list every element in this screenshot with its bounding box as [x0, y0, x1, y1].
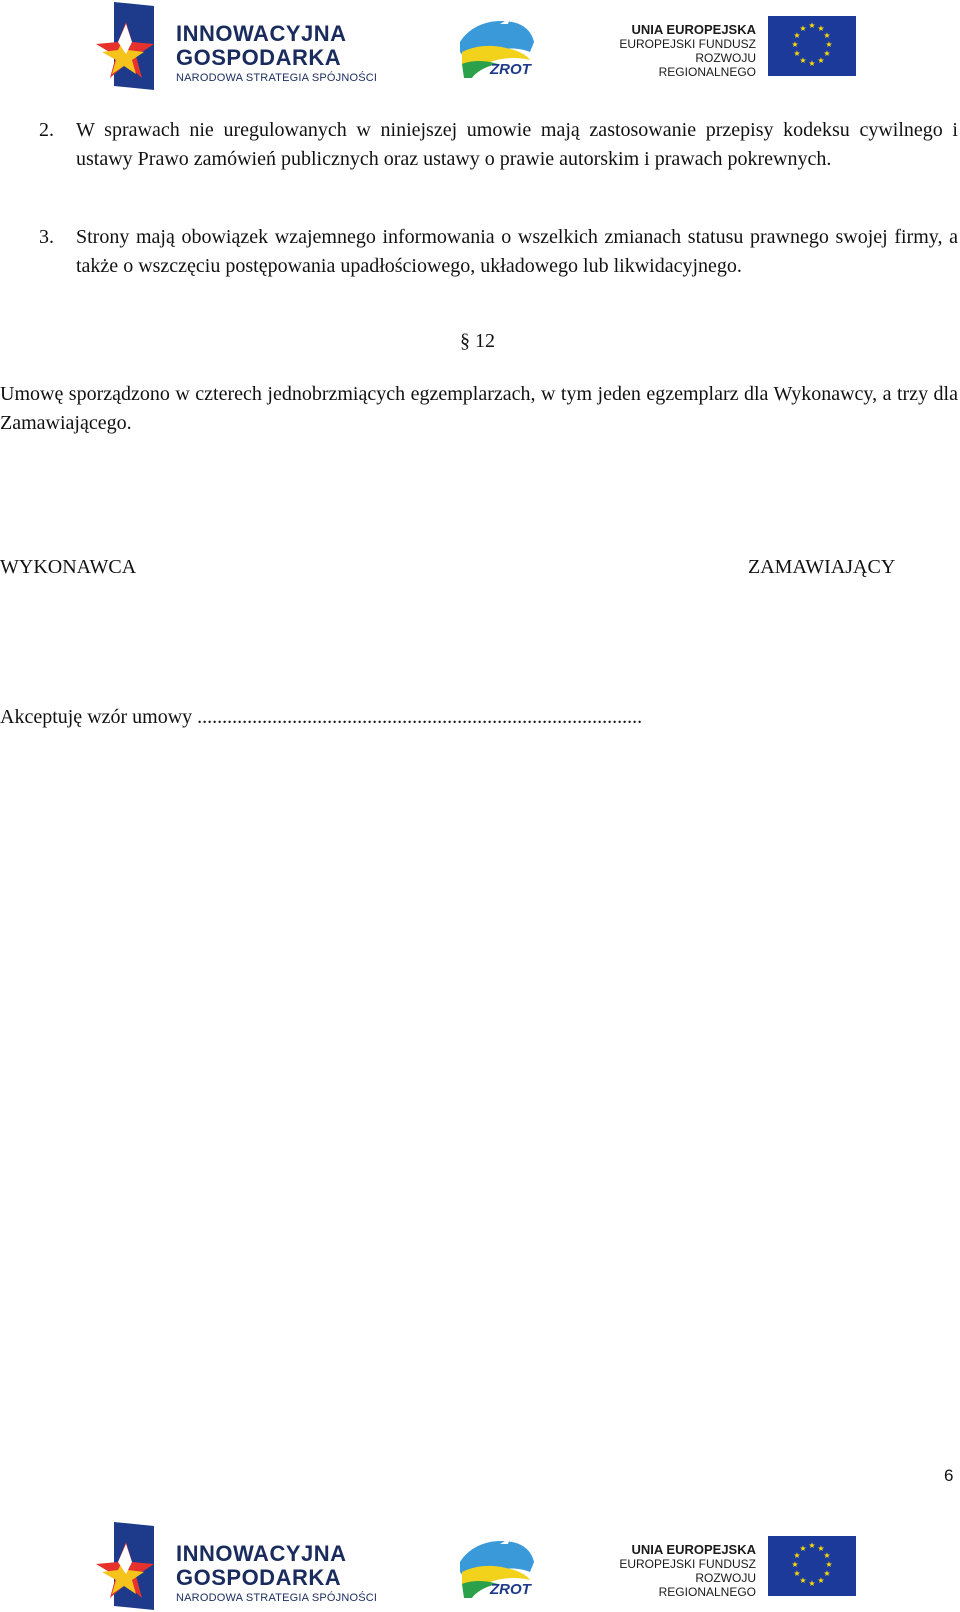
logo-line-2: GOSPODARKA	[176, 45, 342, 70]
eu-fund-label	[596, 22, 756, 79]
svg-text:★: ★	[808, 1579, 816, 1588]
innowacyjna-gospodarka-emblem-icon	[96, 2, 158, 90]
signature-contractor: WYKONAWCA	[0, 556, 137, 578]
svg-text:★: ★	[825, 1560, 833, 1569]
svg-text:★: ★	[823, 1551, 831, 1560]
svg-text:★: ★	[791, 40, 799, 49]
clause-2	[39, 116, 958, 174]
svg-text:★: ★	[817, 1544, 825, 1553]
eu-flag-icon	[768, 16, 856, 76]
svg-text:★: ★	[793, 49, 801, 58]
svg-text:★: ★	[799, 1544, 807, 1553]
signature-client: ZAMAWIAJĄCY	[748, 556, 896, 578]
eu-fund-label	[596, 1542, 756, 1599]
clause-2-number: 2.	[39, 119, 54, 141]
svg-text:★: ★	[808, 1541, 816, 1550]
eu-line-3: ROZWOJU REGIONALNEGO	[658, 1571, 756, 1599]
svg-text:★: ★	[817, 56, 825, 65]
eu-line-2: EUROPEJSKI FUNDUSZ	[619, 37, 756, 51]
logo-line-1: INNOWACYJNA	[176, 21, 347, 46]
section-heading: § 12	[460, 330, 495, 352]
clause-3	[39, 223, 958, 281]
innowacyjna-gospodarka-logo	[176, 1542, 377, 1606]
clause-3-text: Strony mają obowiązek wzajemnego informowania o wszelkich zmianach statusu prawnego swojej firmy, a także o wszczęciu postępowania upadłościowego, układowego lub likwidacyjnego.	[76, 226, 958, 277]
clause-2-text: W sprawach nie uregulowanych w niniejszej umowie mają zastosowanie przepisy kodeksu cywilnego i ustawy Prawo zamówień publicznych oraz ustawy o prawie autorskim i prawach pokrewnych.	[76, 119, 958, 170]
svg-text:★: ★	[793, 1551, 801, 1560]
zrot-label: ZROT	[490, 61, 531, 78]
zrot-logo-icon	[456, 12, 536, 78]
accept-contract-line: Akceptuję wzór umowy .........................................................................................	[0, 706, 643, 728]
svg-text:★: ★	[799, 24, 807, 33]
header-logo-bar	[0, 0, 960, 90]
svg-text:★: ★	[793, 31, 801, 40]
svg-text:★: ★	[823, 1569, 831, 1578]
eu-line-2: EUROPEJSKI FUNDUSZ	[619, 1557, 756, 1571]
svg-text:★: ★	[808, 59, 816, 68]
logo-line-2: GOSPODARKA	[176, 1565, 342, 1590]
footer-logo-bar	[0, 1520, 960, 1610]
page-number: 6	[944, 1466, 954, 1485]
svg-text:★: ★	[817, 1576, 825, 1585]
innowacyjna-gospodarka-logo	[176, 22, 377, 86]
svg-text:★: ★	[823, 49, 831, 58]
svg-text:★: ★	[791, 1560, 799, 1569]
zrot-logo-icon	[456, 1532, 536, 1598]
zrot-label: ZROT	[490, 1581, 531, 1598]
svg-text:★: ★	[808, 21, 816, 30]
logo-line-3: NARODOWA STRATEGIA SPÓJNOŚCI	[176, 1592, 378, 1604]
clause-3-number: 3.	[39, 226, 54, 248]
svg-text:★: ★	[793, 1569, 801, 1578]
svg-text:★: ★	[799, 1576, 807, 1585]
innowacyjna-gospodarka-emblem-icon	[96, 1522, 158, 1610]
closing-paragraph: Umowę sporządzono w czterech jednobrzmiących egzemplarzach, w tym jeden egzemplarz dla Wykonawcy, a trzy dla Zamawiającego.	[0, 383, 958, 434]
svg-text:★: ★	[817, 24, 825, 33]
svg-text:★: ★	[823, 31, 831, 40]
logo-line-3: NARODOWA STRATEGIA SPÓJNOŚCI	[176, 72, 378, 84]
eu-line-1: UNIA EUROPEJSKA	[631, 1542, 756, 1557]
logo-line-1: INNOWACYJNA	[176, 1541, 347, 1566]
svg-text:★: ★	[825, 40, 833, 49]
eu-line-1: UNIA EUROPEJSKA	[631, 22, 756, 37]
eu-line-3: ROZWOJU REGIONALNEGO	[658, 51, 756, 79]
eu-flag-icon	[768, 1536, 856, 1596]
svg-text:★: ★	[799, 56, 807, 65]
